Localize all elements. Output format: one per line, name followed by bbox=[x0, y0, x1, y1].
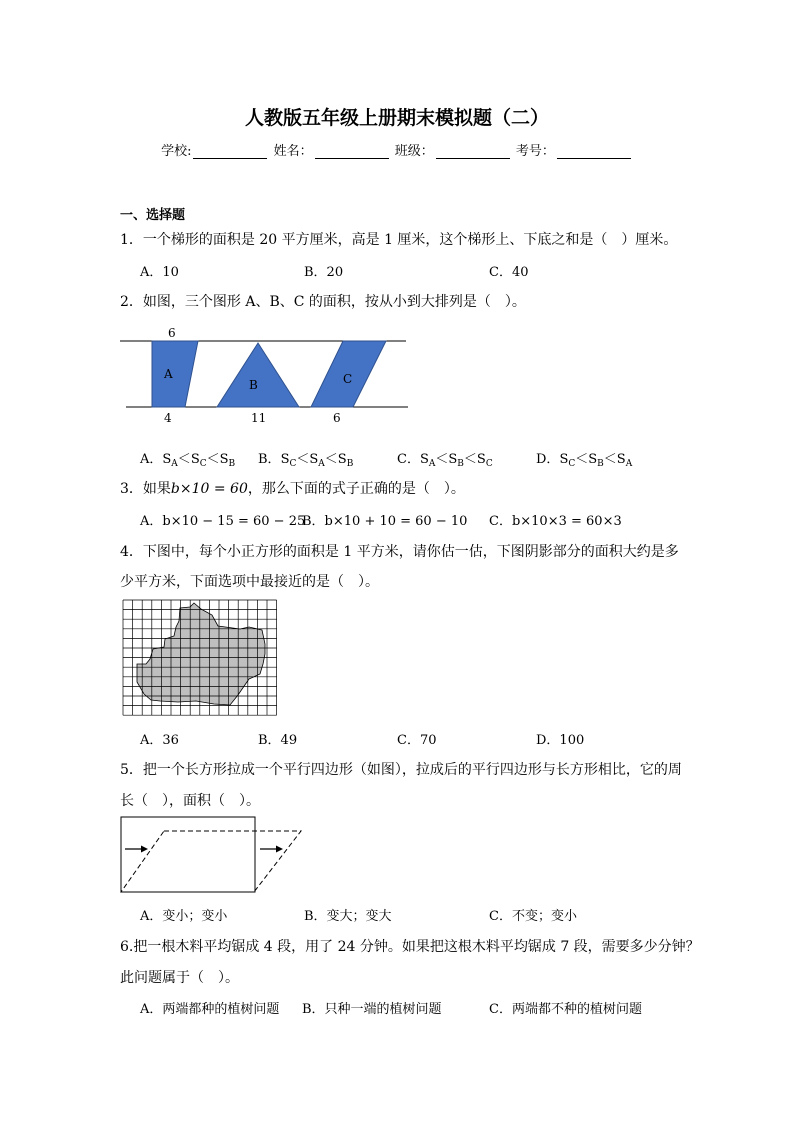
q5-text-line1: 5．把一个长方形拉成一个平行四边形（如图），拉成后的平行四边形与长方形相比，它的周 bbox=[120, 762, 682, 778]
q3-option-a[interactable]: A．b×10 − 15 = 60 − 25 bbox=[140, 514, 306, 529]
class-label: 班级： bbox=[394, 144, 434, 159]
q1-option-c[interactable]: C．40 bbox=[489, 265, 529, 280]
parallelogram-dashed bbox=[121, 831, 301, 892]
shape-b bbox=[217, 343, 299, 407]
name-label: 姓名： bbox=[273, 144, 313, 159]
q4-text-line2: 少平方米，下面选项中最接近的是（ ）。 bbox=[120, 574, 379, 590]
q1-option-b[interactable]: B．20 bbox=[304, 265, 344, 280]
shaded-region bbox=[137, 603, 265, 705]
q4-option-d[interactable]: D．100 bbox=[536, 733, 585, 748]
q3-option-c[interactable]: C．b×10×3 = 60×3 bbox=[489, 514, 622, 529]
q5-option-b[interactable]: B．变大；变大 bbox=[304, 909, 392, 924]
student-info-line bbox=[0, 140, 794, 159]
q2-option-b[interactable]: B．$S_C<S_A<S_B$ bbox=[258, 452, 354, 469]
right-arrow-icon bbox=[276, 846, 283, 853]
q5-figure bbox=[120, 816, 305, 896]
label-a: A bbox=[164, 367, 173, 381]
q5-option-c[interactable]: C．不变；变小 bbox=[489, 909, 577, 924]
q3-equation: b×10 = 60 bbox=[170, 481, 248, 497]
q1-text: 1．一个梯形的面积是 20 平方厘米，高是 1 厘米，这个梯形上、下底之和是（ ）厘米。 bbox=[120, 232, 678, 248]
q2-option-a[interactable]: A．$S_A<S_C<S_B$ bbox=[140, 452, 236, 469]
q2-option-d[interactable]: D．$S_C<S_B<S_A$ bbox=[536, 452, 633, 469]
exam-no-label: 考号： bbox=[515, 144, 555, 159]
q6-text-line1: 6.把一根木料平均锯成 4 段，用了 24 分钟。如果把这根木料平均锯成 7 段，需要多少分钟？ bbox=[120, 939, 700, 955]
q6-option-b[interactable]: B．只种一端的植树问题 bbox=[302, 1002, 442, 1017]
q3-text: 3．如果b×10 = 60，那么下面的式子正确的是（ ）。 bbox=[120, 481, 465, 497]
q3-option-b[interactable]: B．b×10 + 10 = 60 − 10 bbox=[302, 514, 468, 529]
name-blank[interactable] bbox=[315, 145, 389, 159]
q4-option-c[interactable]: C．70 bbox=[397, 733, 437, 748]
q4-option-a[interactable]: A．36 bbox=[140, 733, 179, 748]
q2-option-c[interactable]: C．$S_A<S_B<S_C$ bbox=[397, 452, 493, 469]
rectangle bbox=[121, 817, 255, 892]
left-arrow-icon bbox=[141, 846, 148, 853]
school-label: 学校: bbox=[161, 144, 192, 159]
shape-a bbox=[152, 341, 198, 407]
label-b: B bbox=[249, 378, 258, 392]
q2-text: 2．如图，三个图形 A、B、C 的面积，按从小到大排列是（ ）。 bbox=[120, 294, 526, 310]
exam-no-blank[interactable] bbox=[557, 145, 631, 159]
q2-figure bbox=[118, 322, 418, 432]
label-bottom-4: 4 bbox=[164, 411, 172, 425]
q4-text-line1: 4．下图中，每个小正方形的面积是 1 平方米，请你估一估，下图阴影部分的面积大约是多 bbox=[120, 544, 679, 560]
q5-text-line2: 长（ ），面积（ ）。 bbox=[120, 793, 260, 809]
q4-grid-figure bbox=[122, 599, 278, 715]
label-bottom-6: 6 bbox=[333, 411, 341, 425]
q1-option-a[interactable]: A．10 bbox=[140, 265, 179, 280]
q6-option-a[interactable]: A．两端都种的植树问题 bbox=[140, 1002, 280, 1017]
page-title: 人教版五年级上册期末模拟题（二） bbox=[244, 107, 549, 129]
q4-option-b[interactable]: B．49 bbox=[258, 733, 298, 748]
school-blank[interactable] bbox=[193, 145, 267, 159]
label-bottom-11: 11 bbox=[251, 411, 267, 425]
q6-option-c[interactable]: C．两端都不种的植树问题 bbox=[489, 1002, 642, 1017]
q5-option-a[interactable]: A．变小；变小 bbox=[140, 909, 228, 924]
label-top-6: 6 bbox=[168, 326, 176, 340]
section-heading: 一、选择题 bbox=[120, 208, 186, 223]
class-blank[interactable] bbox=[436, 145, 510, 159]
q6-text-line2: 此问题属于（ ）。 bbox=[120, 970, 239, 986]
label-c: C bbox=[343, 372, 353, 386]
